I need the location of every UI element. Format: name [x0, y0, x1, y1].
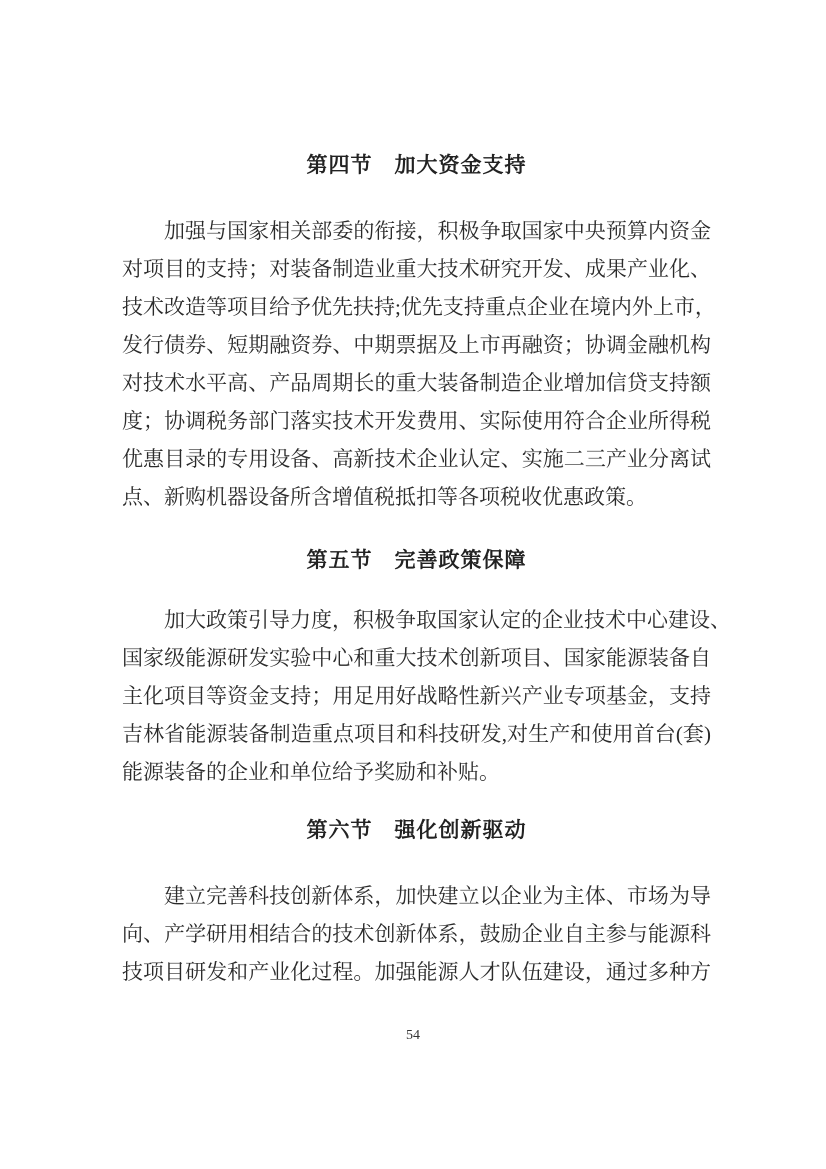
- document-content: [122, 150, 731, 991]
- section-heading-5: 第五节 完善政策保障: [306, 548, 527, 572]
- body-line: 度；协调税务部门落实技术开发费用、实际使用符合企业所得税: [122, 409, 711, 433]
- body-line: 能源装备的企业和单位给予奖励和补贴。: [122, 760, 500, 784]
- body-line: 技项目研发和产业化过程。加强能源人才队伍建设，通过多种方: [122, 960, 711, 984]
- body-line: 点、新购机器设备所含增值税抵扣等各项税收优惠政策。: [122, 485, 647, 509]
- body-line: 发行债券、短期融资券、中期票据及上市再融资；协调金融机构: [122, 333, 711, 357]
- body-line: 加大政策引导力度，积极争取国家认定的企业技术中心建设、: [164, 608, 731, 632]
- section-heading-4: 第四节 加大资金支持: [306, 153, 527, 177]
- body-line: 对项目的支持；对装备制造业重大技术研究开发、成果产业化、: [122, 257, 711, 281]
- body-line: 对技术水平高、产品周期长的重大装备制造企业增加信贷支持额: [122, 371, 711, 395]
- body-line: 国家级能源研发实验中心和重大技术创新项目、国家能源装备自: [122, 646, 711, 670]
- body-line: 吉林省能源装备制造重点项目和科技研发,对生产和使用首台(套): [122, 722, 711, 746]
- section-5-paragraph: [122, 601, 731, 791]
- page-number: 54: [406, 1028, 420, 1043]
- body-line: 向、产学研用相结合的技术创新体系，鼓励企业自主参与能源科: [122, 922, 711, 946]
- section-heading-6: 第六节 强化创新驱动: [306, 818, 527, 842]
- body-line: 优惠目录的专用设备、高新技术企业认定、实施二三产业分离试: [122, 447, 711, 471]
- body-line: 加强与国家相关部委的衔接，积极争取国家中央预算内资金: [164, 219, 711, 243]
- body-line: 技术改造等项目给予优先扶持;优先支持重点企业在境内外上市，: [122, 295, 716, 319]
- body-line: 建立完善科技创新体系，加快建立以企业为主体、市场为导: [164, 884, 711, 908]
- section-6-paragraph: [122, 877, 711, 991]
- body-line: 主化项目等资金支持；用足用好战略性新兴产业专项基金，支持: [122, 684, 711, 708]
- section-4-paragraph: [122, 212, 716, 516]
